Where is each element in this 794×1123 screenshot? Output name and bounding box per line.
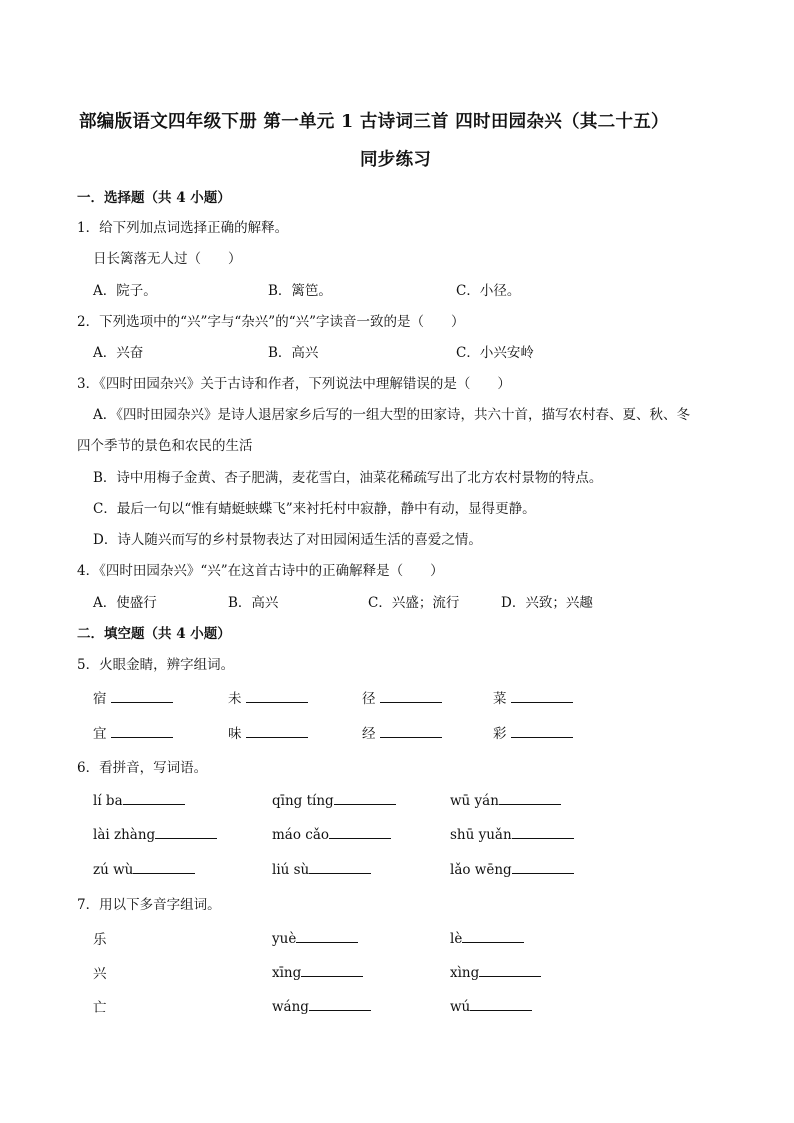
q5-char: 彩 <box>493 726 507 742</box>
pinyin-item <box>93 859 195 878</box>
answer-blank[interactable] <box>511 688 573 703</box>
question-4-option-a: A．使盛行 <box>93 595 157 611</box>
polyphone-char: 乐 <box>93 932 107 948</box>
pinyin: shū yuǎn <box>450 827 512 843</box>
pinyin: xìng <box>450 965 480 981</box>
question-1-option-b: B．篱笆。 <box>268 283 332 299</box>
pinyin: wáng <box>272 999 309 1015</box>
question-6-stem: 6．看拼音，写词语。 <box>77 760 208 776</box>
q5-item <box>493 722 573 742</box>
polyphone-item <box>450 996 532 1015</box>
answer-blank[interactable] <box>470 996 532 1011</box>
answer-blank[interactable] <box>246 688 308 703</box>
answer-blank[interactable] <box>309 859 371 874</box>
answer-blank[interactable] <box>479 962 541 977</box>
question-2-option-a: A．兴奋 <box>93 345 144 361</box>
question-2-option-b: B．高兴 <box>268 345 319 361</box>
polyphone-item <box>272 996 371 1015</box>
pinyin-item <box>272 824 391 843</box>
answer-blank[interactable] <box>155 824 217 839</box>
answer-blank[interactable] <box>462 928 524 943</box>
q5-char: 未 <box>228 691 242 707</box>
answer-blank[interactable] <box>499 790 561 805</box>
section-heading-fill: 二．填空题（共 4 小题） <box>77 626 231 642</box>
q5-char: 径 <box>362 691 376 707</box>
q5-item <box>93 687 173 707</box>
question-4-stem: 4．《四时田园杂兴》“兴”在这首古诗中的正确解释是（ ） <box>77 563 444 579</box>
question-3-option-b: B．诗中用梅子金黄、杏子肥满，麦花雪白，油菜花稀疏写出了北方农村景物的特点。 <box>93 470 603 486</box>
question-1-stem: 1．给下列加点词选择正确的解释。 <box>77 220 289 236</box>
question-3-option-c: C．最后一句以“惟有蜻蜓蛱蝶飞”来衬托村中寂静，静中有动，显得更静。 <box>93 501 536 517</box>
q5-item <box>93 722 173 742</box>
pinyin-item <box>93 824 217 843</box>
question-2-option-c: C．小兴安岭 <box>456 345 534 361</box>
pinyin: máo cǎo <box>272 827 330 843</box>
answer-blank[interactable] <box>334 790 396 805</box>
pinyin: liú sù <box>272 862 310 878</box>
answer-blank[interactable] <box>246 723 308 738</box>
question-3-option-a-line2: 四个季节的景色和农民的生活 <box>77 438 253 454</box>
question-3-stem: 3．《四时田园杂兴》关于古诗和作者，下列说法中理解错误的是（ ） <box>77 376 511 392</box>
polyphone-item <box>272 962 363 981</box>
pinyin: lài zhàng <box>93 827 156 843</box>
question-3-option-d: D．诗人随兴而写的乡村景物表达了对田园闲适生活的喜爱之情。 <box>93 532 482 548</box>
question-4-option-d: D．兴致；兴趣 <box>501 595 593 611</box>
pinyin-item <box>450 824 574 843</box>
answer-blank[interactable] <box>512 824 574 839</box>
question-5-stem: 5．火眼金睛，辨字组词。 <box>77 657 235 673</box>
section-heading-choice: 一．选择题（共 4 小题） <box>77 190 231 206</box>
pinyin-item <box>93 790 185 809</box>
polyphone-char: 亡 <box>93 1000 107 1016</box>
pinyin-item <box>450 790 561 809</box>
answer-blank[interactable] <box>296 928 358 943</box>
answer-blank[interactable] <box>380 688 442 703</box>
polyphone-item <box>450 928 524 947</box>
answer-blank[interactable] <box>123 790 185 805</box>
pinyin: lè <box>450 931 463 947</box>
q5-char: 宜 <box>93 726 107 742</box>
q5-item <box>228 722 308 742</box>
pinyin: lǎo wēng <box>450 862 512 878</box>
q5-item <box>362 722 442 742</box>
q5-item <box>362 687 442 707</box>
question-2-stem: 2．下列选项中的“兴”字与“杂兴”的“兴”字读音一致的是（ ） <box>77 314 465 330</box>
pinyin: wú <box>450 999 471 1015</box>
question-1-sentence: 日长篱落无人过（ ） <box>93 251 242 267</box>
question-1-option-c: C．小径。 <box>456 283 521 299</box>
pinyin: qīng tíng <box>272 793 334 809</box>
q5-char: 菜 <box>493 691 507 707</box>
pinyin-item <box>272 859 371 878</box>
polyphone-char: 兴 <box>93 966 107 982</box>
answer-blank[interactable] <box>309 996 371 1011</box>
answer-blank[interactable] <box>511 723 573 738</box>
q5-char: 味 <box>228 726 242 742</box>
q5-item <box>228 687 308 707</box>
pinyin-item <box>450 859 574 878</box>
answer-blank[interactable] <box>512 859 574 874</box>
pinyin: yuè <box>272 931 297 947</box>
page-subtitle: 同步练习 <box>360 150 432 170</box>
pinyin: wū yán <box>450 793 499 809</box>
q5-char: 经 <box>362 726 376 742</box>
pinyin-item <box>272 790 396 809</box>
q5-char: 宿 <box>93 691 107 707</box>
pinyin: xīng <box>272 965 302 981</box>
polyphone-item <box>272 928 358 947</box>
pinyin: zú wù <box>93 862 134 878</box>
answer-blank[interactable] <box>380 723 442 738</box>
q5-item <box>493 687 573 707</box>
answer-blank[interactable] <box>111 723 173 738</box>
question-7-stem: 7．用以下多音字组词。 <box>77 897 221 913</box>
question-1-option-a: A．院子。 <box>93 283 157 299</box>
question-4-option-c: C．兴盛；流行 <box>368 595 460 611</box>
answer-blank[interactable] <box>111 688 173 703</box>
polyphone-item <box>450 962 541 981</box>
answer-blank[interactable] <box>329 824 391 839</box>
page-title: 部编版语文四年级下册 第一单元 1 古诗词三首 四时田园杂兴（其二十五） <box>79 112 669 132</box>
answer-blank[interactable] <box>133 859 195 874</box>
pinyin: lí ba <box>93 793 123 809</box>
answer-blank[interactable] <box>301 962 363 977</box>
question-3-option-a-line1: A．《四时田园杂兴》是诗人退居家乡后写的一组大型的田家诗，共六十首，描写农村春、夏、秋、冬 <box>93 407 690 423</box>
question-4-option-b: B．高兴 <box>228 595 279 611</box>
